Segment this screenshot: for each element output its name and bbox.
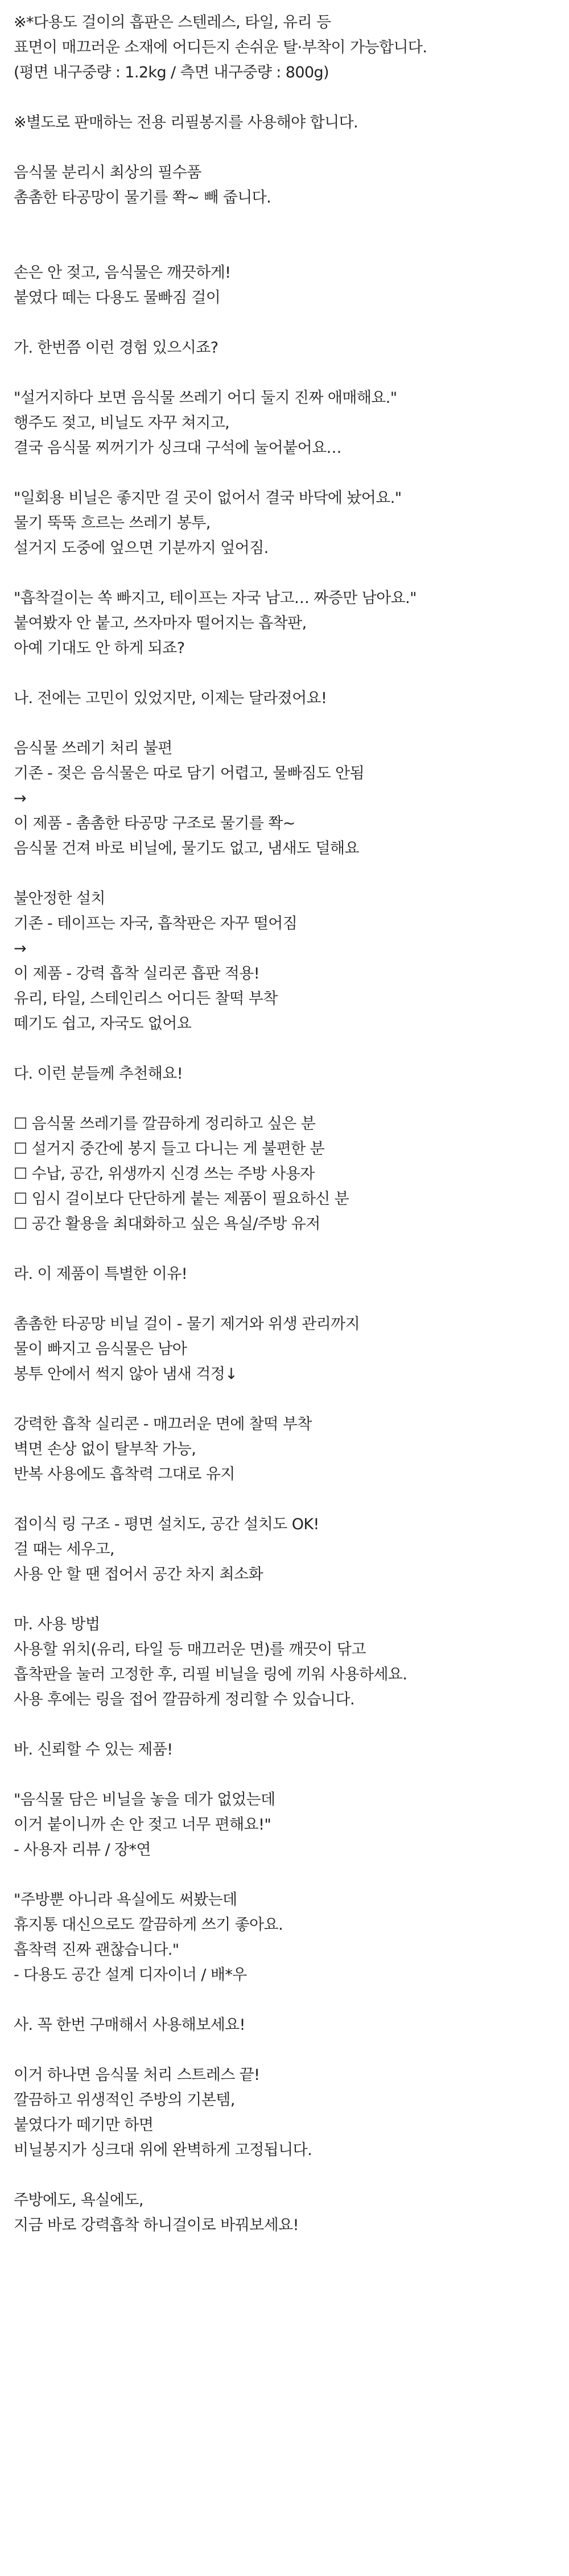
text-line: 사용 안 할 땐 접어서 공간 차지 최소화 bbox=[14, 1566, 263, 1583]
text-line: 반복 사용에도 흡착력 그대로 유지 bbox=[14, 1465, 235, 1483]
blank-line bbox=[14, 2163, 555, 2188]
blank-line bbox=[14, 1237, 555, 1262]
blank-line bbox=[14, 1287, 555, 1312]
text-line: 휴지통 대신으로도 깔끔하게 쓰기 좋아요. bbox=[14, 1916, 283, 1934]
text-line: 이거 하나면 음식물 처리 스트레스 끝! bbox=[14, 2066, 260, 2084]
text-line: 붙여봤자 안 붙고, 쓰자마자 떨어지는 흡착판, bbox=[14, 614, 307, 632]
text-line: 흡착판을 눌러 고정한 후, 리필 비닐을 링에 끼워 사용하세요. bbox=[14, 1666, 407, 1683]
text-line: ☐ 수납, 공간, 위생까지 신경 쓰는 주방 사용자 bbox=[14, 1165, 315, 1183]
text-line: 사용할 위치(유리, 타일 등 매끄러운 면)를 깨끗이 닦고 bbox=[14, 1641, 366, 1658]
blank-line bbox=[14, 311, 555, 336]
blank-line bbox=[14, 1387, 555, 1412]
blank-line bbox=[14, 236, 555, 261]
text-line: 벽면 손상 없이 탈부착 가능, bbox=[14, 1440, 196, 1458]
text-line: 음식물 분리시 최상의 필수품 bbox=[14, 164, 201, 181]
blank-line bbox=[14, 1087, 555, 1112]
blank-line bbox=[14, 1037, 555, 1062]
text-line: 표면이 매끄러운 소재에 어디든지 손쉬운 탈·부착이 가능합니다. bbox=[14, 39, 427, 56]
text-line: 강력한 흡착 실리콘 - 매끄러운 면에 찰떡 부착 bbox=[14, 1415, 312, 1433]
text-line: ☐ 공간 활용을 최대화하고 싶은 욕실/주방 유저 bbox=[14, 1215, 320, 1233]
blank-line bbox=[14, 1863, 555, 1888]
blank-line bbox=[14, 1988, 555, 2013]
text-line: 지금 바로 강력흡착 하니걸이로 바꿔보세요! bbox=[14, 2216, 299, 2234]
blank-line bbox=[14, 561, 555, 586]
text-line: 가. 한번쯤 이런 경험 있으시죠? bbox=[14, 339, 218, 357]
text-line: 마. 사용 방법 bbox=[14, 1616, 100, 1633]
text-line: 사. 꼭 한번 구매해서 사용해보세요! bbox=[14, 2016, 245, 2034]
text-line: 결국 음식물 찌꺼기가 싱크대 구석에 눌어붙어요… bbox=[14, 439, 341, 457]
blank-line bbox=[14, 861, 555, 886]
text-line: 기존 - 테이프는 자국, 흡착판은 자꾸 떨어짐 bbox=[14, 915, 298, 932]
text-line: 주방에도, 욕실에도, bbox=[14, 2191, 143, 2209]
text-line: ☐ 임시 걸이보다 단단하게 붙는 제품이 필요하신 분 bbox=[14, 1190, 349, 1208]
text-line: 손은 안 젖고, 음식물은 깨끗하게! bbox=[14, 264, 231, 282]
text-line: 접이식 링 구조 - 평면 설치도, 공간 설치도 OK! bbox=[14, 1516, 319, 1533]
text-line: 떼기도 쉽고, 자국도 없어요 bbox=[14, 1015, 192, 1033]
blank-line bbox=[14, 461, 555, 486]
text-line: 다. 이런 분들께 추천해요! bbox=[14, 1065, 183, 1083]
text-line: "음식물 담은 비닐을 놓을 데가 없었는데 bbox=[14, 1791, 275, 1809]
blank-line bbox=[14, 711, 555, 736]
text-line: 유리, 타일, 스테인리스 어디든 찰떡 부착 bbox=[14, 990, 278, 1008]
text-line: "흡착걸이는 쏙 빠지고, 테이프는 자국 남고… 짜증만 남아요." bbox=[14, 589, 417, 607]
text-line: ☐ 설거지 중간에 봉지 들고 다니는 게 불편한 분 bbox=[14, 1140, 325, 1158]
blank-line bbox=[14, 1762, 555, 1787]
text-line: 불안정한 설치 bbox=[14, 890, 105, 907]
text-line: 라. 이 제품이 특별한 이유! bbox=[14, 1265, 187, 1283]
blank-line bbox=[14, 210, 555, 236]
text-line: → bbox=[14, 790, 27, 807]
text-line: 물이 빠지고 음식물은 남아 bbox=[14, 1340, 187, 1358]
text-line: "주방뿐 아니라 욕실에도 써봤는데 bbox=[14, 1891, 237, 1909]
text-line: "일회용 비닐은 좋지만 걸 곳이 없어서 결국 바닥에 놨어요." bbox=[14, 489, 402, 507]
text-line: ※*다용도 걸이의 흡판은 스텐레스, 타일, 유리 등 bbox=[14, 14, 331, 31]
blank-line bbox=[14, 2038, 555, 2063]
text-line: 붙였다가 떼기만 하면 bbox=[14, 2116, 154, 2134]
blank-line bbox=[14, 361, 555, 386]
text-line: 물기 뚝뚝 흐르는 쓰레기 봉투, bbox=[14, 514, 211, 532]
text-line: 봉투 안에서 썩지 않아 냄새 걱정↓ bbox=[14, 1365, 238, 1383]
text-line: ※별도로 판매하는 전용 리필봉지를 사용해야 합니다. bbox=[14, 114, 358, 131]
text-line: ☐ 음식물 쓰레기를 깔끔하게 정리하고 싶은 분 bbox=[14, 1115, 316, 1133]
text-line: 촘촘한 타공망이 물기를 쫙~ 빼 줍니다. bbox=[14, 189, 271, 207]
text-line: (평면 내구중량 : 1.2kg / 측면 내구중량 : 800g) bbox=[14, 64, 329, 81]
blank-line bbox=[14, 661, 555, 686]
text-line: 이거 붙이니까 손 안 젖고 너무 편해요!" bbox=[14, 1816, 271, 1834]
text-line: 깔끔하고 위생적인 주방의 기본템, bbox=[14, 2091, 235, 2109]
text-line: 나. 전에는 고민이 있었지만, 이제는 달라졌어요! bbox=[14, 690, 327, 707]
text-line: 음식물 건져 바로 비닐에, 물기도 없고, 냄새도 덜해요 bbox=[14, 840, 359, 857]
blank-line bbox=[14, 85, 555, 110]
text-line: 설거지 도중에 엎으면 기분까지 엎어짐. bbox=[14, 539, 269, 557]
text-line: 비닐봉지가 싱크대 위에 완벽하게 고정됩니다. bbox=[14, 2141, 312, 2159]
text-line: 음식물 쓰레기 처리 불편 bbox=[14, 740, 172, 757]
text-line: 사용 후에는 링을 접어 깔끔하게 정리할 수 있습니다. bbox=[14, 1691, 354, 1708]
text-line: 이 제품 - 강력 흡착 실리콘 흡판 적용! bbox=[14, 965, 259, 982]
text-line: 걸 때는 세우고, bbox=[14, 1541, 114, 1558]
text-line: 바. 신뢰할 수 있는 제품! bbox=[14, 1741, 173, 1758]
blank-line bbox=[14, 135, 555, 160]
text-line: → bbox=[14, 940, 27, 957]
text-line: "설거지하다 보면 음식물 쓰레기 어디 둘지 진짜 애매해요." bbox=[14, 389, 397, 407]
text-line: 흡착력 진짜 괜찮습니다." bbox=[14, 1941, 179, 1959]
blank-line bbox=[14, 1587, 555, 1612]
text-line: 이 제품 - 촘촘한 타공망 구조로 물기를 쫙~ bbox=[14, 815, 295, 832]
blank-line bbox=[14, 1487, 555, 1512]
text-line: - 다용도 공간 설계 디자이너 / 배*우 bbox=[14, 1966, 247, 1984]
text-line: - 사용자 리뷰 / 장*연 bbox=[14, 1841, 151, 1859]
text-line: 기존 - 젖은 음식물은 따로 담기 어렵고, 물빠짐도 안됨 bbox=[14, 765, 365, 782]
text-line: 붙였다 떼는 다용도 물빠짐 걸이 bbox=[14, 289, 221, 307]
text-line: 행주도 젖고, 비닐도 자꾸 쳐지고, bbox=[14, 414, 230, 432]
blank-line bbox=[14, 1712, 555, 1737]
text-line: 촘촘한 타공망 비닐 걸이 - 물기 제거와 위생 관리까지 bbox=[14, 1315, 360, 1333]
text-line: 아예 기대도 안 하게 되죠? bbox=[14, 639, 185, 657]
